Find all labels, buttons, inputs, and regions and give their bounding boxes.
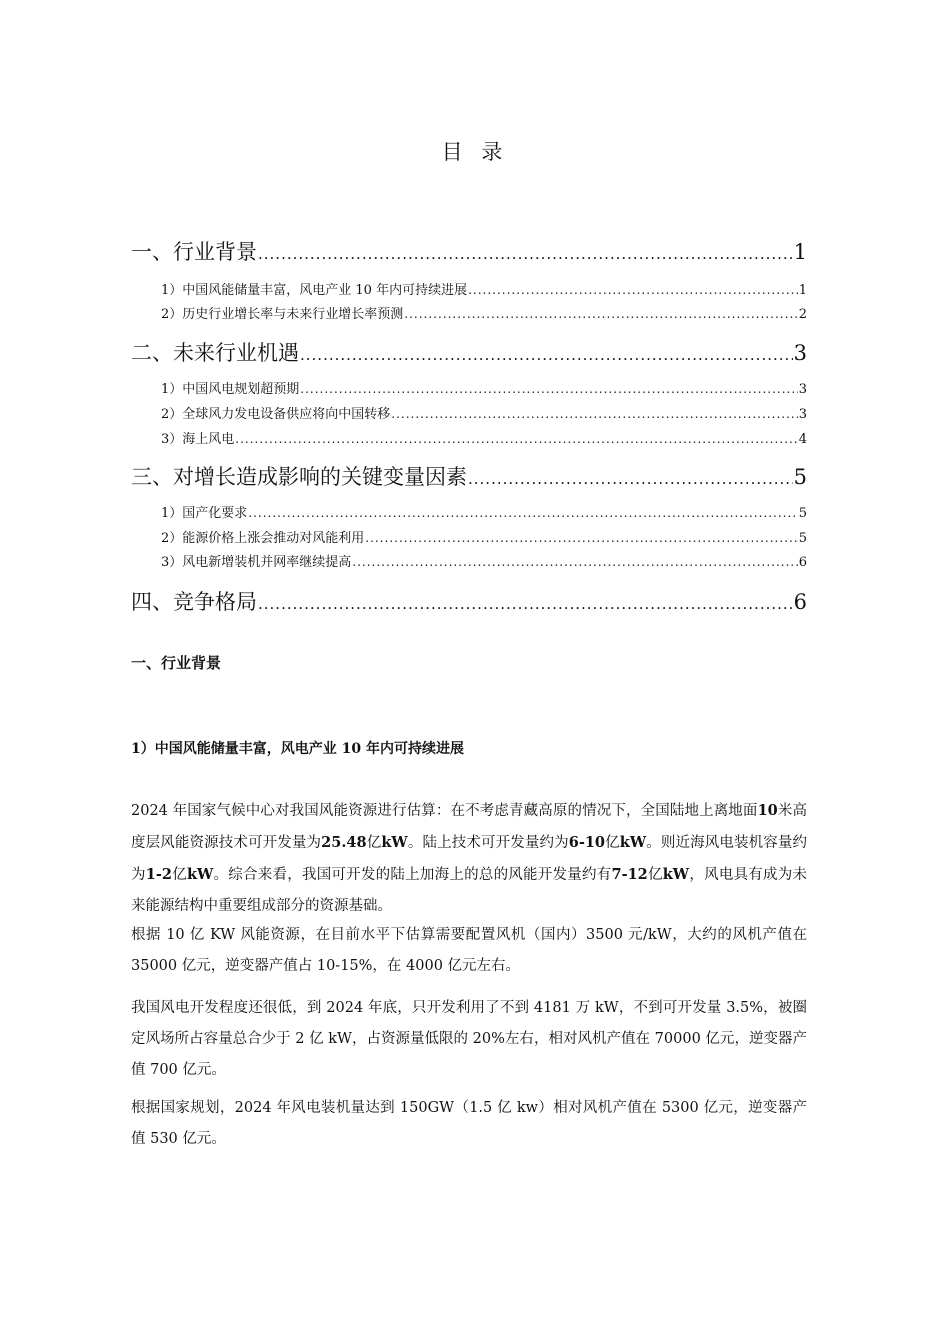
toc-entry[interactable] xyxy=(131,461,807,491)
toc-leader-dots xyxy=(235,433,797,445)
toc-entry-label: 四、竞争格局 xyxy=(131,590,257,614)
toc-entry-label: 三、对增长造成影响的关键变量因素 xyxy=(131,465,467,489)
toc-entry-page: 1 xyxy=(793,240,807,264)
toc-leader-dots xyxy=(258,597,793,612)
toc-entry-label: 2）能源价格上涨会推动对风能利用 xyxy=(161,531,365,546)
toc-entry[interactable] xyxy=(131,279,807,298)
toc-entry-page: 2 xyxy=(798,307,807,322)
toc-entry[interactable] xyxy=(131,378,807,397)
toc-entry[interactable] xyxy=(131,303,807,322)
toc-entry[interactable] xyxy=(131,403,807,422)
subsection-heading: 1）中国风能储量丰富，风电产业 10 年内可持续进展 xyxy=(131,741,464,757)
toc-leader-dots xyxy=(404,308,797,320)
toc-leader-dots xyxy=(468,472,793,487)
toc-entry-page: 6 xyxy=(798,555,807,570)
toc-leader-dots xyxy=(468,284,798,296)
toc-entry-label: 2）历史行业增长率与未来行业增长率预测 xyxy=(161,307,404,322)
toc-entry-label: 2）全球风力发电设备供应将向中国转移 xyxy=(161,407,391,422)
toc-leader-dots xyxy=(300,383,797,395)
toc-entry-page: 3 xyxy=(798,407,807,422)
toc-entry-page: 3 xyxy=(798,382,807,397)
toc-entry-label: 1）国产化要求 xyxy=(161,506,248,521)
toc-entry-label: 3）风电新增装机并网率继续提高 xyxy=(161,555,352,570)
toc-leader-dots xyxy=(300,348,793,363)
toc-entry-label: 1）中国风能储量丰富，风电产业 10 年内可持续进展 xyxy=(161,283,468,298)
section-heading: 一、行业背景 xyxy=(131,654,222,672)
toc-leader-dots xyxy=(365,532,797,544)
toc-entry-page: 5 xyxy=(793,465,807,489)
toc-entry-page: 6 xyxy=(793,590,807,614)
toc-entry-page: 1 xyxy=(798,283,807,298)
paragraph-output-value: 根据 10 亿 KW 风能资源，在目前水平下估算需要配置风机（国内）3500 元/kW，大约的风机产值在 35000 亿元，逆变器产值占 10-15%，在 4000 亿元左右。 xyxy=(131,927,807,974)
paragraph-development-status: 我国风电开发程度还很低，到 2024 年底，只开发利用了不到 4181 万 kW，不到可开发量 3.5%，被圈定风场所占容量总合少于 2 亿 kW，占资源量低限的 20%左右，相对风机产值在 70000 亿元，逆变器产值 700 亿元。 xyxy=(131,1000,807,1078)
toc-entry[interactable] xyxy=(131,527,807,546)
toc-entry-label: 一、行业背景 xyxy=(131,240,257,264)
paragraph-national-plan: 根据国家规划，2024 年风电装机量达到 150GW（1.5 亿 kw）相对风机产值在 5300 亿元，逆变器产值 530 亿元。 xyxy=(131,1100,807,1147)
toc-entry[interactable] xyxy=(131,502,807,521)
toc-entry-page: 5 xyxy=(798,531,807,546)
toc-entry-label: 二、未来行业机遇 xyxy=(131,341,299,365)
toc-entry[interactable] xyxy=(131,551,807,570)
toc-entry[interactable] xyxy=(131,586,807,616)
toc-entry-label: 1）中国风电规划超预期 xyxy=(161,382,300,397)
toc-entry-page: 4 xyxy=(798,432,807,447)
toc-entry-page: 3 xyxy=(793,341,807,365)
toc-title: 目 录 xyxy=(441,140,509,164)
toc-entry-label: 3）海上风电 xyxy=(161,432,235,447)
toc-leader-dots xyxy=(258,247,793,262)
toc-entry[interactable] xyxy=(131,337,807,367)
paragraph-resource-estimate: 2024 年国家气候中心对我国风能资源进行估算：在不考虑青藏高原的情况下，全国陆地上离地面10米高度层风能资源技术可开发量为25.48亿kW。陆上技术可开发量约为6-10亿kW。则近海风电装机容量约为1-2亿kW。综合来看，我国可开发的陆上加海上的总的风能开发量约有7-12亿kW，风电具有成为未来能源结构中重要组成部分的资源基础。 xyxy=(131,802,808,914)
toc-leader-dots xyxy=(352,556,797,568)
toc-leader-dots xyxy=(391,408,797,420)
toc-entry-page: 5 xyxy=(798,506,807,521)
toc-entry[interactable] xyxy=(131,236,807,266)
toc-leader-dots xyxy=(248,507,797,519)
toc-entry[interactable] xyxy=(131,428,807,447)
